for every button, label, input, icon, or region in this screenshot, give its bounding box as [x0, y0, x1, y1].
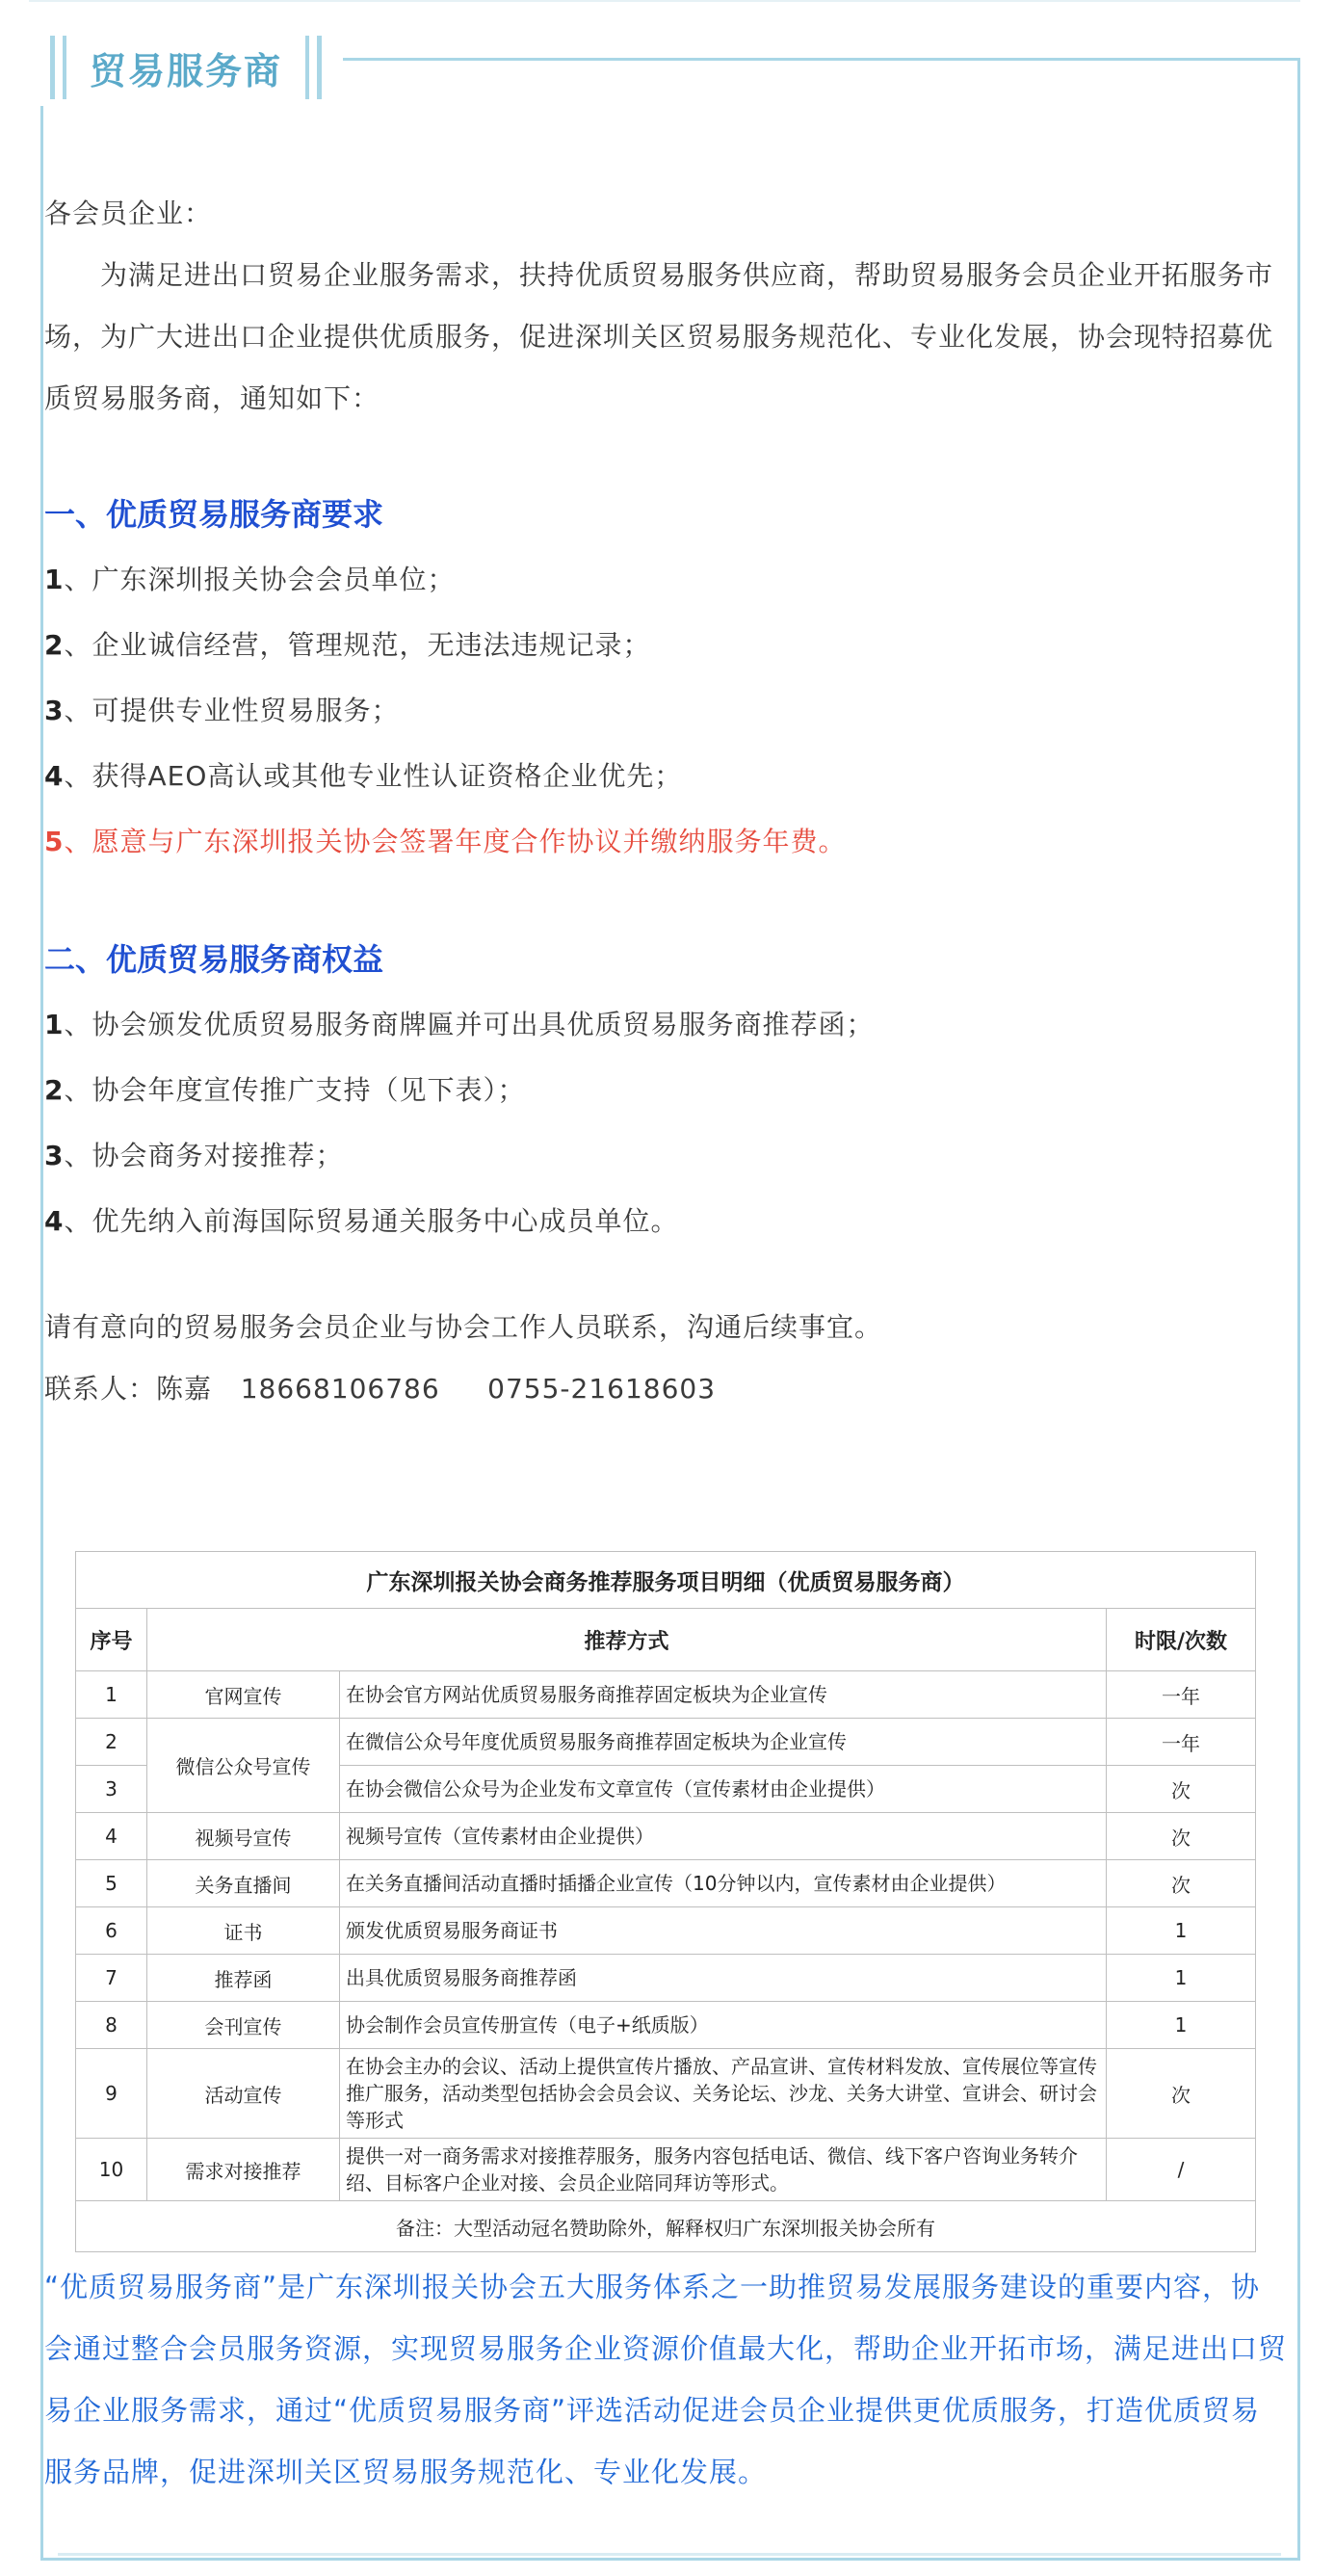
cell-description: 提供一对一商务需求对接推荐服务，服务内容包括电话、微信、线下客户咨询业务转介绍、目标客户企业对接、会员企业陪同拜访等形式。 — [340, 2139, 1107, 2201]
list-item — [44, 613, 1287, 678]
cell-no: 6 — [76, 1907, 147, 1955]
table-row — [76, 1955, 1256, 2002]
cell-limit: / — [1107, 2139, 1256, 2201]
cell-limit: 一年 — [1107, 1671, 1256, 1719]
cell-category: 需求对接推荐 — [147, 2139, 340, 2201]
table-caption-row — [76, 1552, 1256, 1609]
salutation: 各会员企业： — [44, 197, 213, 229]
header-bar-left-inner — [63, 36, 66, 99]
cell-no: 1 — [76, 1671, 147, 1719]
closing-paragraph: “优质贸易服务商”是广东深圳报关协会五大服务体系之一助推贸易发展服务建设的重要内容，协会通过整合会员服务资源，实现贸易服务企业资源价值最大化，帮助企业开拓市场，满足进出口贸易企业服务需求，通过“优质贸易服务商”评选活动促进会员企业提供更优质服务，打造优质贸易服务品牌，促进深圳关区贸易服务规范化、专业化发展。 — [44, 2271, 1288, 2488]
header-bar-left — [50, 36, 55, 99]
cell-limit: 次 — [1107, 2049, 1256, 2139]
table-row — [76, 1860, 1256, 1907]
cell-limit: 1 — [1107, 1955, 1256, 2002]
cell-limit: 次 — [1107, 1860, 1256, 1907]
list-item-highlight — [44, 809, 1287, 875]
cell-no: 8 — [76, 2002, 147, 2049]
cell-no: 5 — [76, 1860, 147, 1907]
cell-no: 4 — [76, 1813, 147, 1860]
section-header-tab — [29, 29, 343, 106]
list-item — [44, 678, 1287, 744]
table-row — [76, 2139, 1256, 2201]
cell-category: 视频号宣传 — [147, 1813, 340, 1860]
cell-no: 10 — [76, 2139, 147, 2201]
cell-no: 7 — [76, 1955, 147, 2002]
table-row — [76, 1719, 1256, 1766]
item-text: 、获得AEO高认或其他专业性认证资格企业优先； — [64, 760, 683, 792]
cell-limit: 1 — [1107, 2002, 1256, 2049]
section-requirements-title: 一、优质贸易服务商要求 — [44, 496, 384, 533]
cell-description: 视频号宣传（宣传素材由企业提供） — [340, 1813, 1107, 1860]
list-item — [44, 1058, 1287, 1123]
top-divider — [29, 0, 1300, 2]
item-number: 4 — [44, 760, 65, 792]
cell-description: 出具优质贸易服务商推荐函 — [340, 1955, 1107, 2002]
list-item — [44, 992, 1287, 1058]
list-item — [44, 1189, 1287, 1254]
item-number: 3 — [44, 1140, 65, 1171]
item-text: 、可提供专业性贸易服务； — [64, 695, 400, 726]
list-item — [44, 547, 1287, 613]
table-row — [76, 1671, 1256, 1719]
frame-bottom-line — [58, 2543, 1281, 2556]
item-text: 、协会年度宣传推广支持（见下表）； — [64, 1074, 526, 1106]
header-limit: 时限/次数 — [1107, 1609, 1256, 1671]
item-text: 、广东深圳报关协会会员单位； — [64, 564, 456, 595]
cell-limit: 次 — [1107, 1813, 1256, 1860]
cell-description: 在协会官方网站优质贸易服务商推荐固定板块为企业宣传 — [340, 1671, 1107, 1719]
item-number: 5 — [44, 826, 65, 857]
cell-no: 2 — [76, 1719, 147, 1766]
contact-instruction: 请有意向的贸易服务会员企业与协会工作人员联系，沟通后续事宜。 — [44, 1311, 883, 1343]
cell-limit: 一年 — [1107, 1719, 1256, 1766]
cell-category: 微信公众号宣传 — [147, 1719, 340, 1813]
service-table-wrapper — [75, 1551, 1255, 2252]
header-no: 序号 — [76, 1609, 147, 1671]
header-method: 推荐方式 — [147, 1609, 1107, 1671]
article-body — [44, 183, 1287, 1420]
table-row — [76, 2049, 1256, 2139]
table-note: 备注：大型活动冠名赞助除外，解释权归广东深圳报关协会所有 — [76, 2201, 1256, 2252]
requirements-list — [44, 547, 1287, 875]
service-table — [75, 1551, 1256, 2252]
item-text: 、优先纳入前海国际贸易通关服务中心成员单位。 — [64, 1205, 679, 1237]
table-row — [76, 1907, 1256, 1955]
cell-no: 3 — [76, 1766, 147, 1813]
table-header-row — [76, 1609, 1256, 1671]
cell-category: 活动宣传 — [147, 2049, 340, 2139]
item-text: 、企业诚信经营，管理规范，无违法违规记录； — [64, 629, 651, 661]
item-number: 2 — [44, 1074, 65, 1106]
cell-description: 在协会主办的会议、活动上提供宣传片播放、产品宣讲、宣传材料发放、宣传展位等宣传推广服务，活动类型包括协会会员会议、关务论坛、沙龙、关务大讲堂、宣讲会、研讨会等形式 — [340, 2049, 1107, 2139]
item-text: 、愿意与广东深圳报关协会签署年度合作协议并缴纳服务年费。 — [64, 826, 847, 857]
item-number: 2 — [44, 629, 65, 661]
cell-category: 官网宣传 — [147, 1671, 340, 1719]
header-bar-right — [317, 36, 322, 99]
item-text: 、协会商务对接推荐； — [64, 1140, 344, 1171]
cell-limit: 次 — [1107, 1766, 1256, 1813]
contact-person: 联系人：陈嘉 18668106786 0755-21618603 — [44, 1373, 717, 1405]
list-item — [44, 1123, 1287, 1189]
table-caption: 广东深圳报关协会商务推荐服务项目明细（优质贸易服务商） — [76, 1552, 1256, 1609]
cell-description: 协会制作会员宣传册宣传（电子+纸质版） — [340, 2002, 1107, 2049]
cell-description: 在微信公众号年度优质贸易服务商推荐固定板块为企业宣传 — [340, 1719, 1107, 1766]
table-row — [76, 2002, 1256, 2049]
table-note-row — [76, 2201, 1256, 2252]
cell-description: 在关务直播间活动直播时插播企业宣传（10分钟以内，宣传素材由企业提供） — [340, 1860, 1107, 1907]
cell-category: 证书 — [147, 1907, 340, 1955]
item-number: 3 — [44, 695, 65, 726]
item-text: 、协会颁发优质贸易服务商牌匾并可出具优质贸易服务商推荐函； — [64, 1009, 875, 1040]
cell-description: 在协会微信公众号为企业发布文章宣传（宣传素材由企业提供） — [340, 1766, 1107, 1813]
section-benefits-title: 二、优质贸易服务商权益 — [44, 941, 384, 978]
header-bar-right-inner — [305, 36, 309, 99]
benefits-list — [44, 992, 1287, 1254]
item-number: 1 — [44, 1009, 65, 1040]
intro-paragraph: 为满足进出口贸易企业服务需求，扶持优质贸易服务供应商，帮助贸易服务会员企业开拓服务市场，为广大进出口企业提供优质服务，促进深圳关区贸易服务规范化、专业化发展，协会现特招募优质贸易服务商，通知如下： — [44, 259, 1274, 414]
list-item — [44, 744, 1287, 809]
cell-limit: 1 — [1107, 1907, 1256, 1955]
cell-description: 颁发优质贸易服务商证书 — [340, 1907, 1107, 1955]
page-title: 贸易服务商 — [90, 49, 283, 92]
cell-no: 9 — [76, 2049, 147, 2139]
table-row — [76, 1813, 1256, 1860]
item-number: 4 — [44, 1205, 65, 1237]
cell-category: 会刊宣传 — [147, 2002, 340, 2049]
item-number: 1 — [44, 564, 65, 595]
cell-category: 关务直播间 — [147, 1860, 340, 1907]
cell-category: 推荐函 — [147, 1955, 340, 2002]
